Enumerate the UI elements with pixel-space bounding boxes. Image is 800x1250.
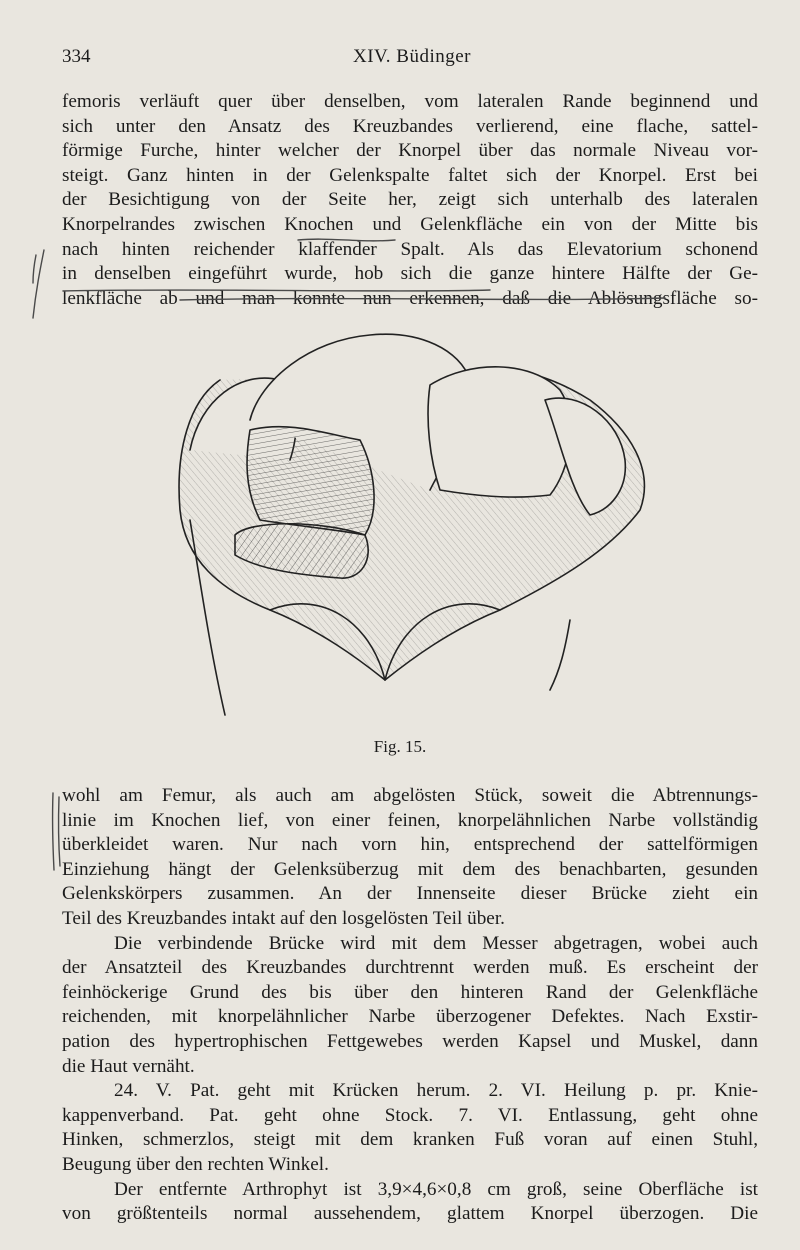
figure-caption: Fig. 15. <box>373 737 427 756</box>
text-line: der Besichtigung von der Seite her, zeigt sich unterhalb des lateralen <box>62 189 758 211</box>
text-line: nach hinten reichender klaffender Spalt. Als das Elevatorium schonend <box>62 238 758 260</box>
text-line: von größtenteils normal aussehendem, glattem Knorpel überzogen. Die <box>62 1203 758 1225</box>
text-line: Die verbindende Brücke wird mit dem Messer abgetragen, wobei auch <box>114 932 758 954</box>
text-line: die Haut vernäht. <box>62 1055 195 1077</box>
text-line: Hinken, schmerzlos, steigt mit dem kranken Fuß voran auf einen Stuhl, <box>62 1129 758 1151</box>
paragraph-body <box>62 784 758 1227</box>
text-line: Knorpelrandes zwischen Knochen und Gelenkfläche ein von der Mitte bis <box>62 213 758 235</box>
margin-line-mark <box>33 250 44 318</box>
text-line: Der entfernte Arthrophyt ist 3,9×4,6×0,8 cm groß, seine Oberfläche ist <box>114 1178 758 1200</box>
text-line: 24. V. Pat. geht mit Krücken herum. 2. VI. Heilung p. pr. Knie- <box>114 1080 758 1102</box>
text-line: Teil des Kreuzbandes intakt auf den losgelösten Teil über. <box>62 907 505 929</box>
text-line: lenkfläche ab und man konnte nun erkennen, daß die Ablösungsfläche so- <box>62 287 758 309</box>
text-line: sich unter den Ansatz des Kreuzbandes verlierend, eine flache, sattel- <box>62 115 758 137</box>
text-line: pation des hypertrophischen Fettgewebes werden Kapsel und Muskel, dann <box>62 1030 758 1052</box>
page-number: 334 <box>62 46 91 67</box>
margin-line-mark <box>33 255 36 283</box>
text-line: reichenden, mit knorpelähnlicher Narbe überzogener Defektes. Nach Exstir- <box>62 1006 758 1028</box>
text-line: feinhöckerige Grund des bis über den hinteren Rand der Gelenkfläche <box>62 981 758 1003</box>
text-line: Einziehung hängt der Gelenksüberzug mit dem des benachbarten, gesunden <box>62 858 758 880</box>
text-line: förmige Furche, hinter welcher der Knorpel über das normale Niveau vor- <box>62 140 758 162</box>
page-header <box>62 40 762 74</box>
text-line: überkleidet waren. Nur nach vorn hin, entsprechend der sattelförmigen <box>62 834 758 856</box>
margin-line-mark <box>53 793 54 870</box>
text-line: in denselben eingeführt wurde, hob sich die ganze hintere Hälfte der Ge- <box>62 263 758 285</box>
paragraph-top <box>62 90 758 311</box>
knee-joint-illustration <box>150 320 670 720</box>
text-line: wohl am Femur, als auch am abgelösten Stück, soweit die Abtrennungs- <box>62 785 758 806</box>
running-title: XIV. Büdinger <box>352 46 472 67</box>
text-line: femoris verläuft quer über denselben, vom lateralen Rande beginnend und <box>62 91 758 112</box>
margin-line-mark <box>59 797 60 866</box>
text-line: Gelenkskörpers zusammen. An der Innenseite dieser Brücke zieht ein <box>62 883 758 905</box>
text-line: kappenverband. Pat. geht ohne Stock. 7. VI. Entlassung, geht ohne <box>62 1104 758 1126</box>
text-line: steigt. Ganz hinten in der Gelenkspalte faltet sich der Knorpel. Erst bei <box>62 164 758 186</box>
text-line: Beugung über den rechten Winkel. <box>62 1153 329 1175</box>
text-line: linie im Knochen lief, von einer feinen, knorpelähnlichen Narbe vollständig <box>62 809 758 831</box>
text-line: der Ansatzteil des Kreuzbandes durchtrennt werden muß. Es erscheint der <box>62 957 758 979</box>
